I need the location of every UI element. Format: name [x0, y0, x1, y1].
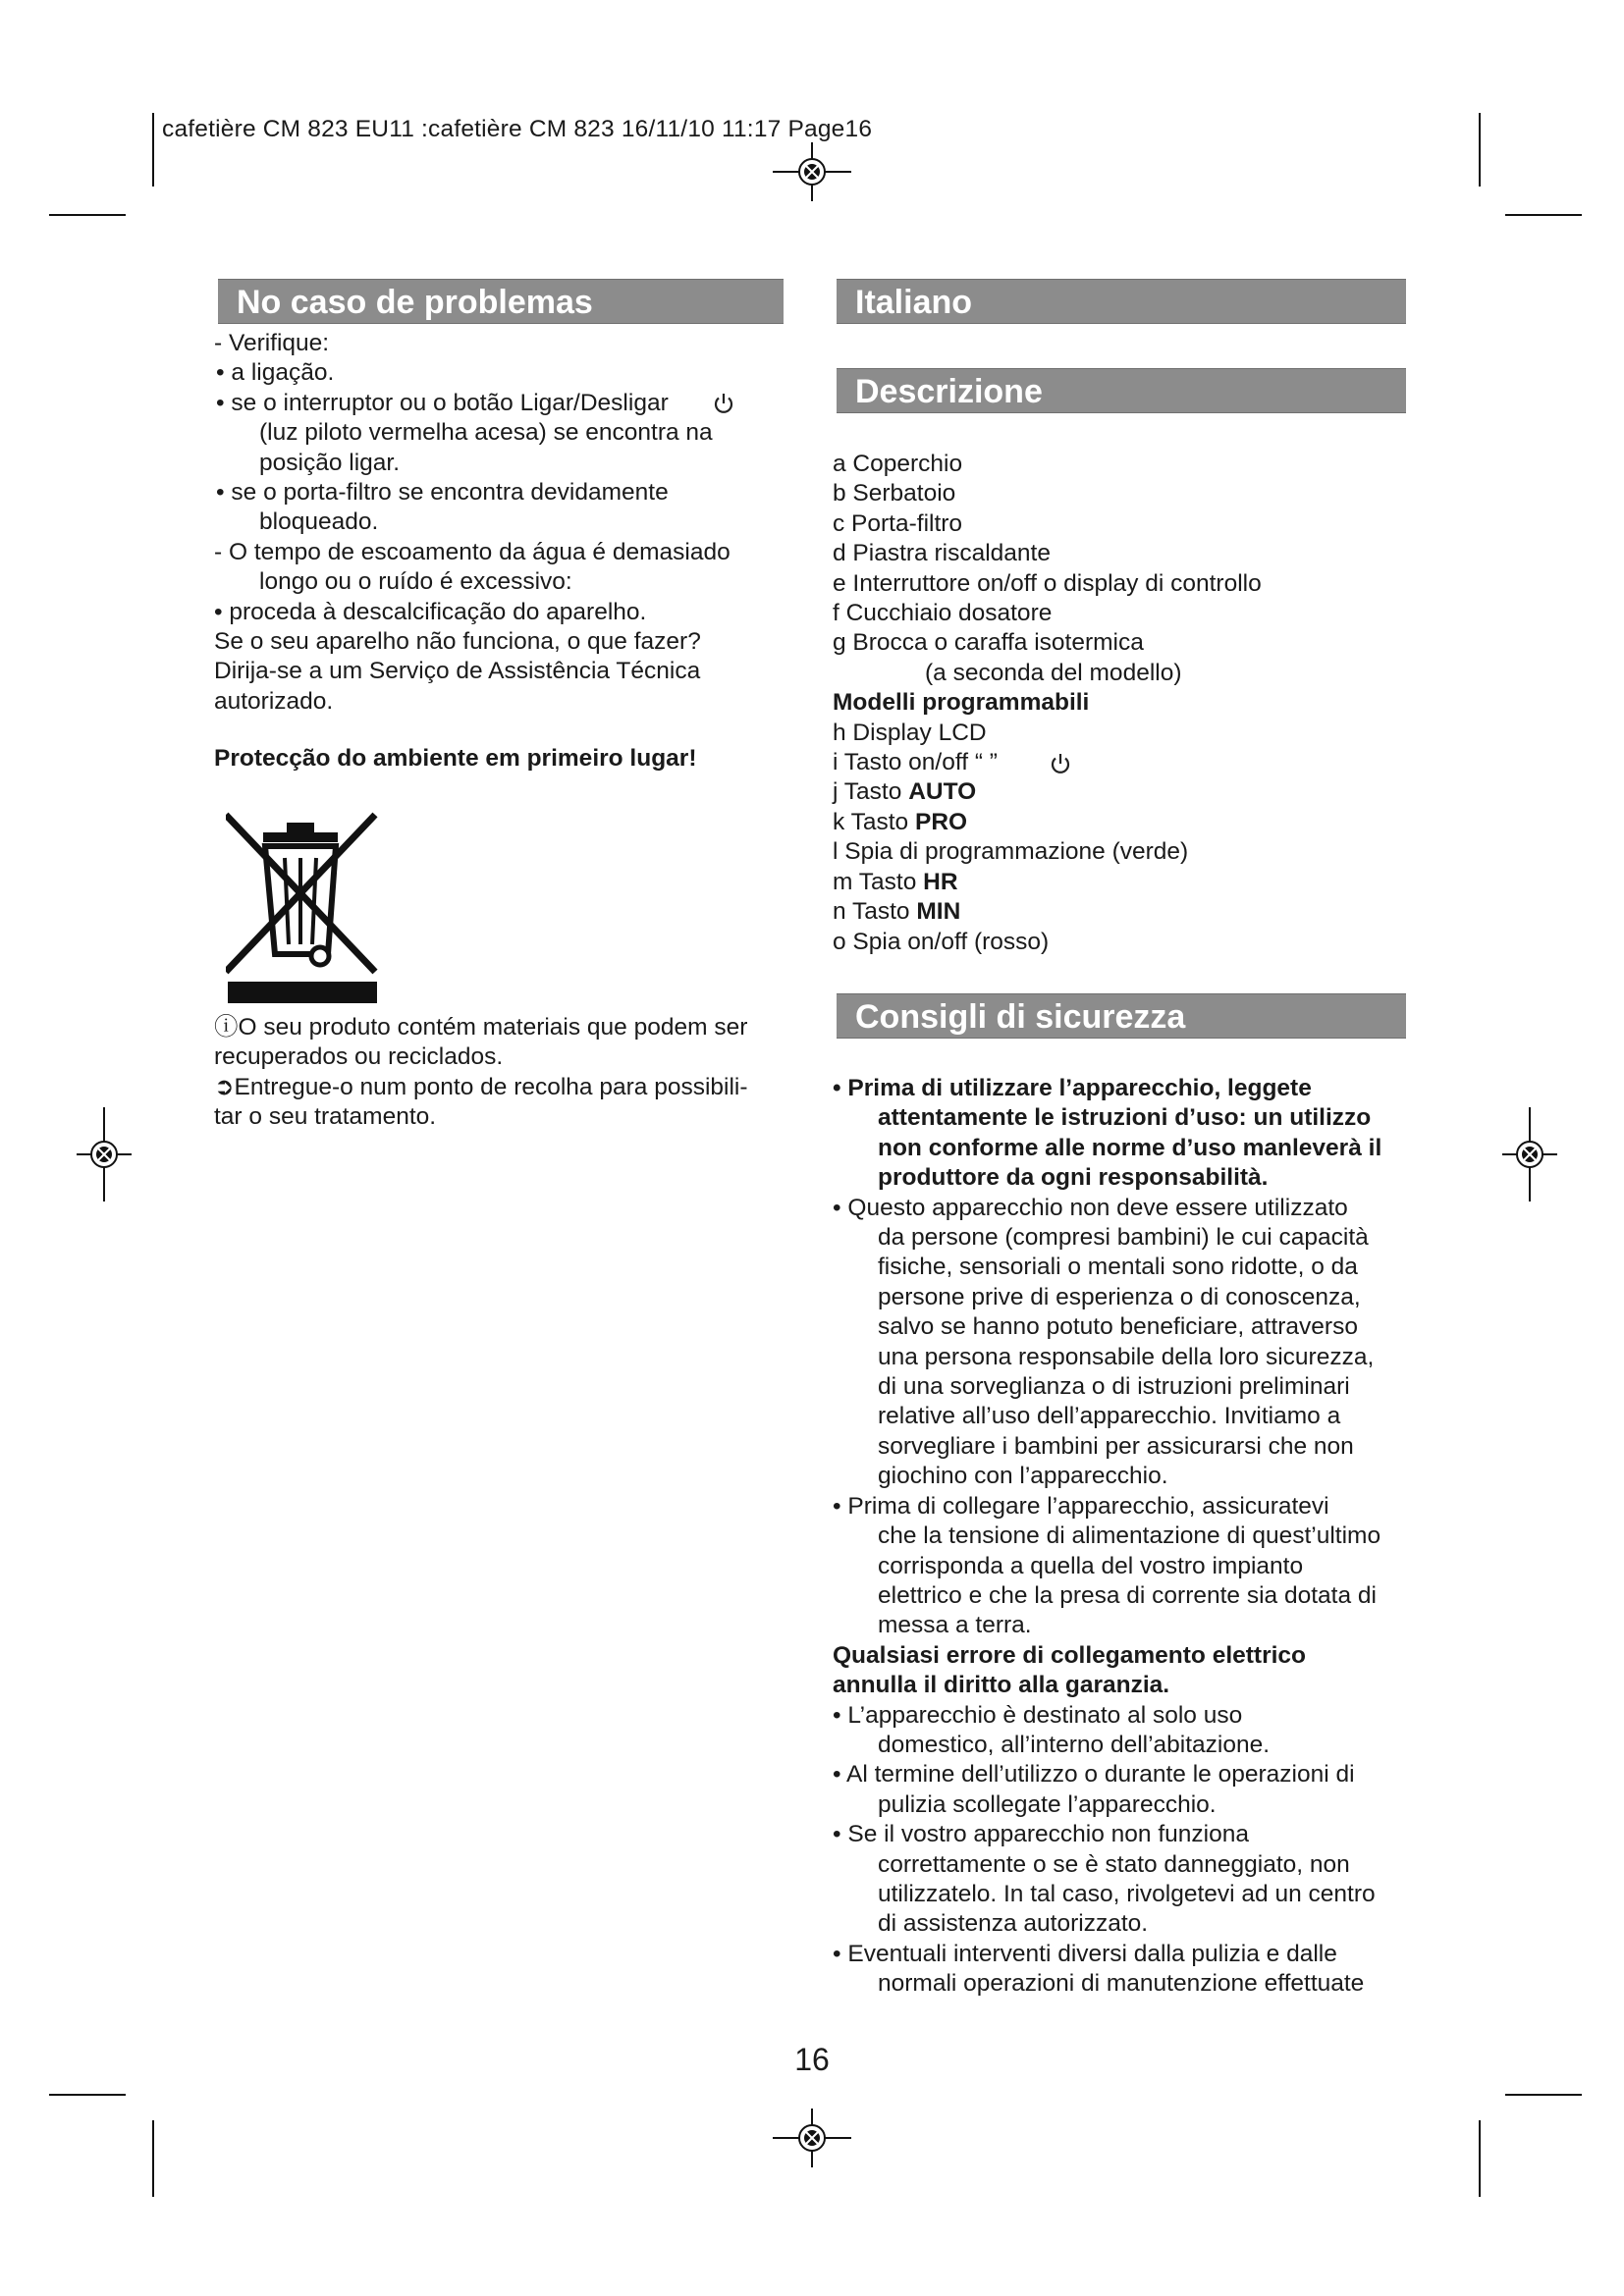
crop-mark — [1479, 2120, 1481, 2197]
environment-title: Protecção do ambiente em primeiro lugar! — [214, 745, 697, 773]
text-line: • Se il vostro apparecchio non funziona — [833, 1821, 1249, 1848]
text-line: utilizzatelo. In tal caso, rivolgetevi ad un centro — [878, 1880, 1376, 1907]
list-item: o Spia on/off (rosso) — [833, 928, 1050, 955]
text-line: • proceda à descalcificação do aparelho. — [214, 598, 647, 625]
list-item: d Piastra riscaldante — [833, 540, 1051, 567]
text-line: fisiche, sensoriali o mentali sono ridotte, o da — [878, 1254, 1358, 1281]
crop-mark — [152, 113, 154, 187]
text-line — [214, 389, 793, 418]
troubleshooting-text — [214, 329, 793, 774]
language-heading: Italiano — [837, 279, 1406, 324]
text-line: giochino con l’apparecchio. — [878, 1463, 1168, 1490]
text-line: ➲Entregue-o num ponto de recolha para possibili- — [214, 1073, 748, 1100]
text-line: persone prive di esperienza o di conoscenza, — [878, 1283, 1361, 1310]
text-line-part: • se o interruptor ou o botão Ligar/Desligar — [216, 389, 669, 416]
text-line: una persona responsabile della loro sicurezza, — [878, 1343, 1375, 1370]
text-line: (luz piloto vermelha acesa) se encontra na — [259, 419, 713, 447]
key-name: MIN — [916, 898, 961, 926]
text-line: Dirija-se a um Serviço de Assistência Técnica — [214, 658, 701, 685]
list-item-label: i Tasto on/off “ ” — [833, 749, 998, 776]
list-item: g Brocca o caraffa isotermica — [833, 629, 1144, 657]
text-line: da persone (compresi bambini) le cui capacità — [878, 1224, 1369, 1252]
list-item — [833, 868, 1422, 897]
text-line: corrisponda a quella del vostro impianto — [878, 1552, 1304, 1579]
environment-text — [214, 1013, 793, 1133]
power-icon — [711, 391, 736, 416]
crop-mark — [1479, 113, 1481, 187]
safety-text — [833, 1074, 1422, 2000]
text-line: salvo se hanno potuto beneficiare, attraverso — [878, 1313, 1358, 1341]
section-heading-safety: Consigli di sicurezza — [837, 993, 1406, 1039]
list-item — [833, 777, 1422, 807]
list-item-note: (a seconda del modello) — [925, 659, 1182, 686]
section-heading-problems: No caso de problemas — [218, 279, 784, 324]
text-line: • L’apparecchio è destinato al solo uso — [833, 1701, 1243, 1729]
text-line: attentamente le istruzioni d’uso: un utilizzo — [878, 1104, 1372, 1132]
text-line: • Questo apparecchio non deve essere utilizzato — [833, 1194, 1348, 1221]
key-name: HR — [923, 868, 958, 895]
text-line: tar o seu tratamento. — [214, 1103, 437, 1131]
text-line: produttore da ogni responsabilità. — [878, 1164, 1269, 1192]
text-line: di una sorveglianza o di istruzioni preliminari — [878, 1373, 1350, 1401]
text-line: di assistenza autorizzato. — [878, 1910, 1149, 1938]
list-item: a Coperchio — [833, 451, 963, 477]
warranty-note: Qualsiasi errore di collegamento elettrico — [833, 1641, 1306, 1669]
text-line: recuperados ou reciclados. — [214, 1043, 504, 1071]
registration-mark-icon — [773, 2109, 851, 2167]
registration-mark-icon — [773, 142, 851, 201]
text-line: pulizia scollegate l’apparecchio. — [878, 1790, 1217, 1818]
key-name: AUTO — [908, 778, 977, 806]
list-item-label: k Tasto — [833, 808, 915, 835]
text-line: sorvegliare i bambini per assicurarsi che non — [878, 1432, 1354, 1460]
text-line: • Al termine dell’utilizzo o durante le operazioni di — [833, 1761, 1355, 1789]
list-item-label: m Tasto — [833, 868, 924, 895]
text-line: • Eventuali interventi diversi dalla pulizia e dalle — [833, 1940, 1337, 1967]
text-line: che la tensione di alimentazione di quest’ultimo — [878, 1522, 1381, 1550]
text-line: Se o seu aparelho não funciona, o que fazer? — [214, 628, 701, 656]
list-item: f Cucchiaio dosatore — [833, 600, 1053, 627]
text-line: elettrico e che la presa di corrente sia dotata di — [878, 1581, 1377, 1609]
text-line: autorizado. — [214, 687, 334, 715]
text-line: messa a terra. — [878, 1612, 1032, 1639]
text-line: - O tempo de escoamento da água é demasiado — [214, 538, 731, 565]
registration-mark-icon — [77, 1107, 132, 1201]
text-line: domestico, all’interno dell’abitazione. — [878, 1731, 1271, 1758]
text-line: • Prima di utilizzare l’apparecchio, leggete — [833, 1075, 1312, 1101]
list-item: e Interruttore on/off o display di controllo — [833, 569, 1262, 597]
crossed-bin-icon — [226, 811, 383, 1005]
text-line: - Verifique: — [214, 330, 330, 356]
text-line: • Prima di collegare l’apparecchio, assicuratevi — [833, 1492, 1329, 1520]
parts-list — [833, 450, 1422, 957]
text-line: • a ligação. — [216, 359, 335, 387]
crop-mark — [49, 214, 126, 216]
list-item: l Spia di programmazione (verde) — [833, 838, 1189, 866]
text-line: normali operazioni di manutenzione effettuate — [878, 1970, 1365, 1998]
registration-mark-icon — [1502, 1107, 1557, 1201]
programmable-title: Modelli programmabili — [833, 689, 1090, 717]
list-item-label: j Tasto — [833, 778, 909, 806]
crop-mark — [152, 2120, 154, 2197]
text-line: longo ou o ruído é excessivo: — [259, 568, 572, 596]
list-item-label: n Tasto — [833, 898, 917, 926]
text-line: ⓘO seu produto contém materiais que podem ser — [214, 1014, 748, 1041]
list-item: c Porta-filtro — [833, 509, 963, 537]
crop-mark — [49, 2094, 126, 2096]
crop-mark — [1505, 2094, 1582, 2096]
list-item — [833, 897, 1422, 927]
warranty-note: annulla il diritto alla garanzia. — [833, 1672, 1170, 1699]
text-line: relative all’uso dell’apparecchio. Invitiamo a — [878, 1403, 1341, 1430]
printer-slug: cafetière CM 823 EU11 :cafetière CM 823 16/11/10 11:17 Page16 — [162, 116, 873, 142]
key-name: PRO — [914, 808, 968, 835]
text-line: non conforme alle norme d’uso manleverà il — [878, 1134, 1382, 1161]
text-line: bloqueado. — [259, 508, 379, 536]
list-item: b Serbatoio — [833, 480, 956, 507]
crop-mark — [1505, 214, 1582, 216]
page-number: 16 — [794, 2042, 830, 2077]
list-item: h Display LCD — [833, 719, 987, 746]
text-line: • se o porta-filtro se encontra devidamente — [216, 479, 669, 507]
text-line: posição ligar. — [259, 449, 401, 476]
list-item — [833, 808, 1422, 837]
section-heading-description: Descrizione — [837, 368, 1406, 413]
power-icon — [1048, 751, 1073, 776]
list-item — [833, 748, 1422, 777]
text-line: correttamente o se è stato danneggiato, non — [878, 1850, 1350, 1878]
